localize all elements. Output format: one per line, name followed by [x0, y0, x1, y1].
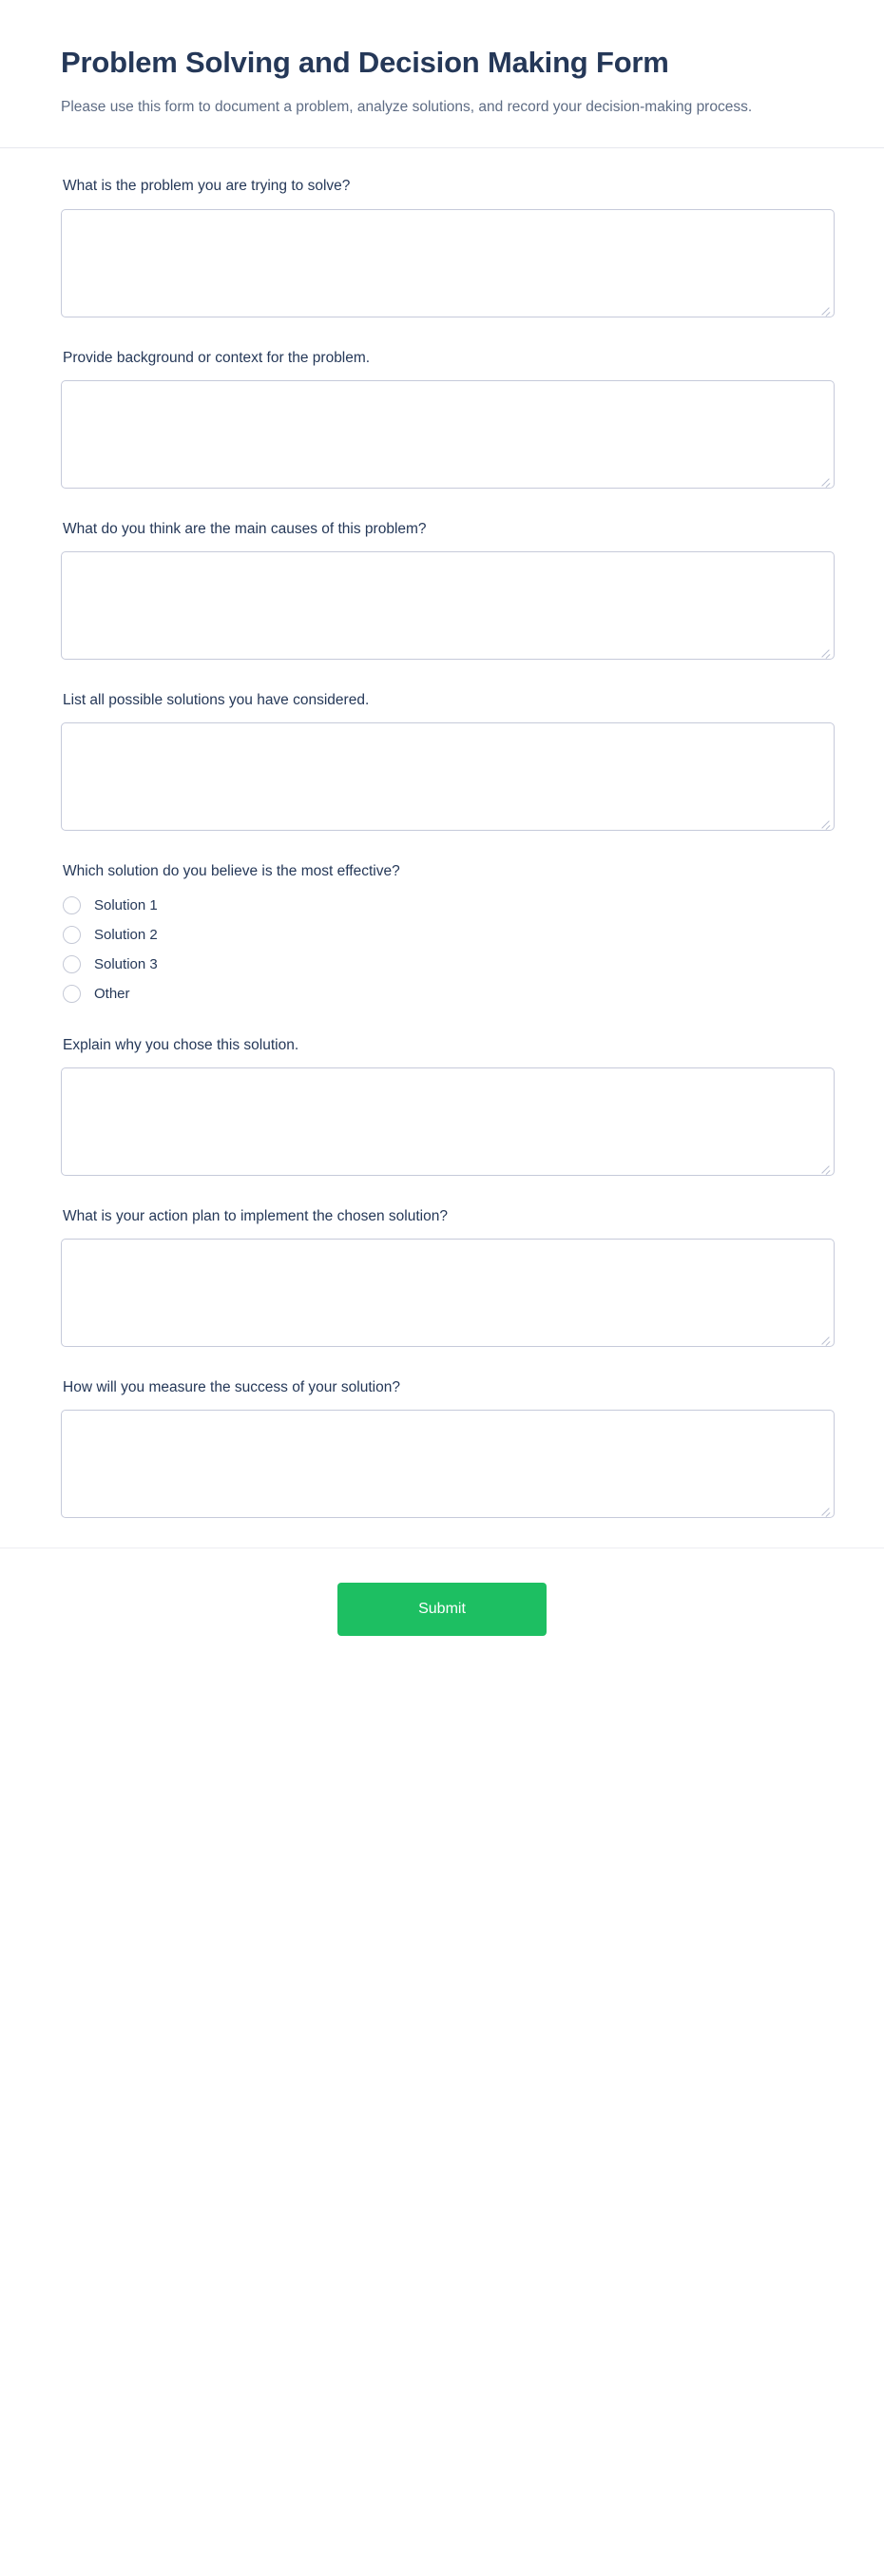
textarea-wrapper — [61, 209, 835, 317]
question-label: Provide background or context for the problem. — [63, 349, 371, 366]
radio-option-label: Other — [94, 985, 130, 1002]
question-block-measure-success — [61, 1376, 823, 1518]
form-header — [0, 0, 884, 148]
radio-option-solution-3[interactable] — [61, 953, 823, 975]
question-label: Explain why you chose this solution. — [63, 1036, 299, 1053]
question-block-most-effective — [61, 860, 823, 1004]
radio-option-solution-2[interactable] — [61, 924, 823, 946]
radio-group-most-effective — [61, 894, 823, 1005]
answer-textarea-causes[interactable] — [61, 551, 835, 660]
question-block-solutions-list — [61, 689, 823, 831]
answer-textarea-action-plan[interactable] — [61, 1239, 835, 1347]
question-block-action-plan — [61, 1205, 823, 1347]
textarea-wrapper — [61, 722, 835, 831]
textarea-wrapper — [61, 380, 835, 489]
radio-circle-icon[interactable] — [63, 985, 81, 1003]
question-label: How will you measure the success of your solution? — [63, 1379, 400, 1396]
question-label: What is the problem you are trying to solve? — [63, 178, 351, 195]
radio-option-solution-1[interactable] — [61, 894, 823, 916]
question-block-background — [61, 347, 823, 489]
answer-textarea-explain-choice[interactable] — [61, 1067, 835, 1176]
radio-option-label: Solution 1 — [94, 896, 158, 913]
form-footer — [0, 1548, 884, 1693]
question-block-problem — [61, 175, 823, 317]
textarea-wrapper — [61, 551, 835, 660]
form-body — [0, 148, 884, 1518]
textarea-wrapper — [61, 1239, 835, 1347]
answer-textarea-background[interactable] — [61, 380, 835, 489]
form-description: Please use this form to document a problem, analyze solutions, and record your decision-making process. — [61, 99, 753, 116]
question-block-explain-choice — [61, 1034, 823, 1176]
radio-option-label: Solution 3 — [94, 955, 158, 972]
question-label: List all possible solutions you have considered. — [63, 692, 370, 709]
radio-option-other[interactable] — [61, 983, 823, 1005]
question-block-causes — [61, 518, 823, 660]
submit-button[interactable]: Submit — [337, 1583, 547, 1636]
question-label: What is your action plan to implement the chosen solution? — [63, 1207, 448, 1224]
radio-circle-icon[interactable] — [63, 926, 81, 944]
question-label: What do you think are the main causes of this problem? — [63, 520, 427, 537]
radio-circle-icon[interactable] — [63, 955, 81, 973]
radio-circle-icon[interactable] — [63, 896, 81, 914]
textarea-wrapper — [61, 1410, 835, 1518]
page-title: Problem Solving and Decision Making Form — [61, 46, 669, 79]
answer-textarea-measure-success[interactable] — [61, 1410, 835, 1518]
answer-textarea-problem[interactable] — [61, 209, 835, 317]
question-label: Which solution do you believe is the most effective? — [63, 863, 400, 880]
radio-option-label: Solution 2 — [94, 926, 158, 943]
answer-textarea-solutions-list[interactable] — [61, 722, 835, 831]
textarea-wrapper — [61, 1067, 835, 1176]
